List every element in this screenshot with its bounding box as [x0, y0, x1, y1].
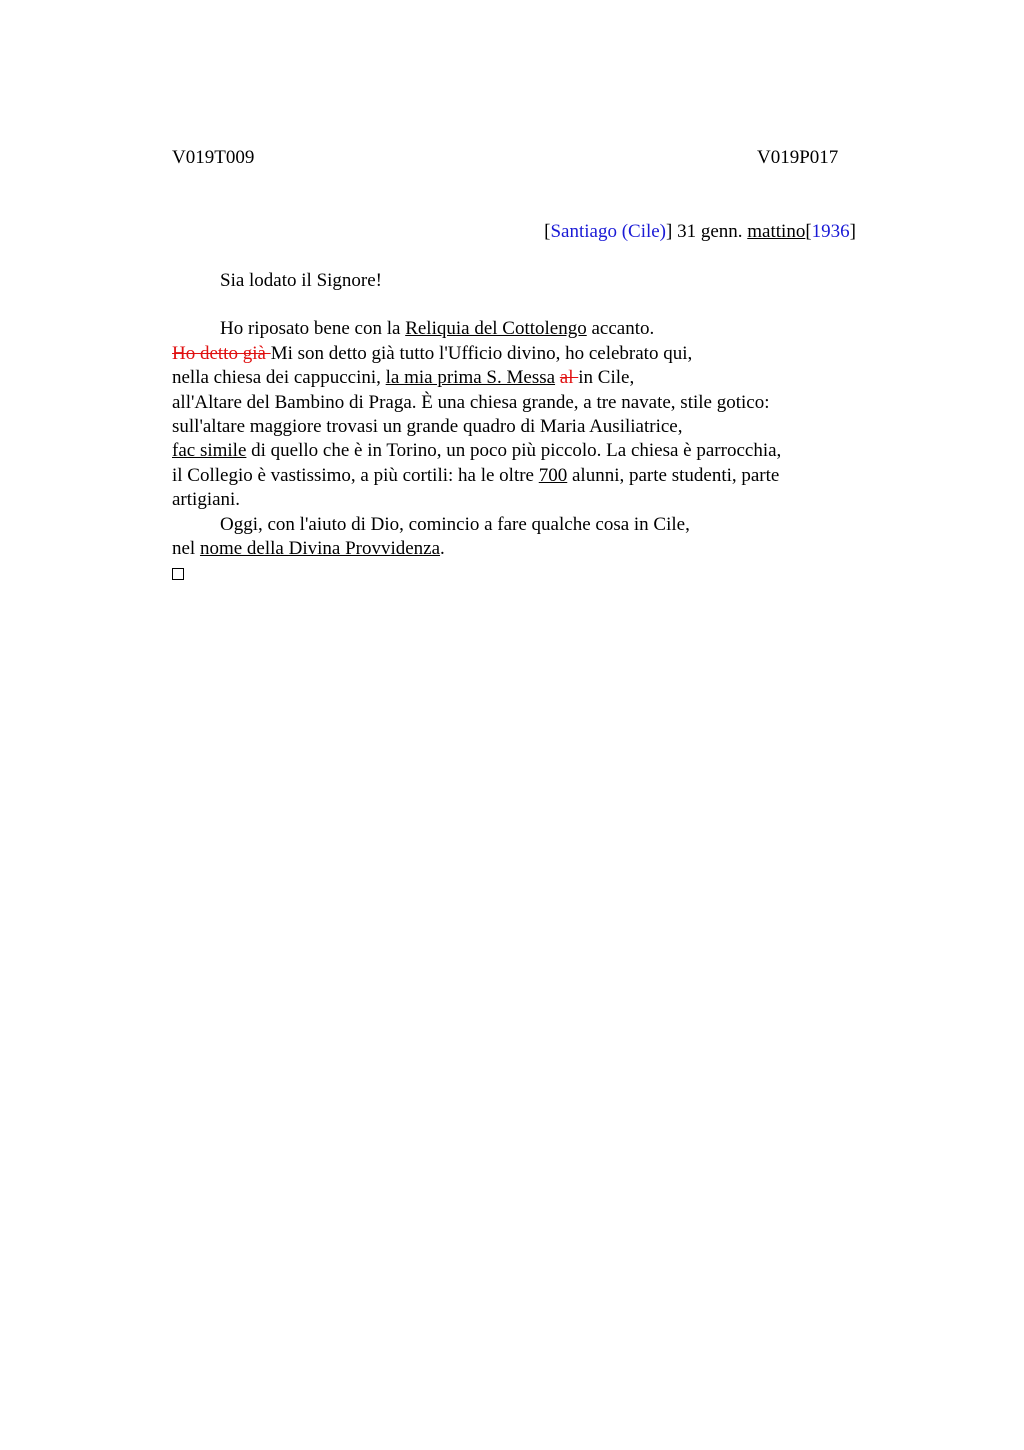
text-run: alunni, parte studenti, parte	[567, 464, 780, 486]
text-run: in Cile,	[578, 367, 635, 389]
text-run: di quello che è in Torino, un poco più piccolo. La chiesa è parrocchia,	[246, 440, 782, 462]
text-line	[172, 317, 872, 341]
year: 1936	[811, 221, 850, 242]
end-of-text-box-icon	[172, 568, 184, 580]
letter-body	[172, 269, 872, 586]
place-name: Santiago (Cile)	[550, 221, 667, 242]
bracket-open: [	[544, 221, 551, 242]
text-run: Mi son detto già tutto l'Ufficio divino, ho celebrato qui,	[270, 342, 693, 364]
text-run: accanto.	[586, 318, 655, 340]
text-line	[172, 464, 872, 488]
text-line	[172, 366, 872, 390]
letter-dateline	[544, 220, 856, 244]
deleted-text: Ho detto già	[172, 342, 271, 364]
underlined-phrase: fac simile	[172, 440, 247, 462]
text-line: sull'altare maggiore trovasi un grande quadro di Maria Ausiliatrice,	[172, 415, 683, 437]
end-marker-line	[172, 561, 872, 585]
year-close-bracket: ]	[849, 221, 856, 242]
document-code-left: V019T009	[172, 147, 255, 168]
text-line	[172, 439, 872, 463]
text-line	[172, 537, 872, 561]
underlined-phrase: nome della Divina Provvidenza	[199, 537, 441, 559]
text-line	[172, 342, 872, 366]
bracket-close: ]	[666, 221, 673, 242]
text-run: .	[440, 537, 445, 559]
text-line: artigiani.	[172, 489, 241, 511]
deleted-text: al	[559, 367, 579, 389]
year-open-bracket: [	[805, 221, 812, 242]
document-code-right: V019P017	[757, 147, 839, 168]
text-run: nella chiesa dei cappuccini,	[172, 367, 386, 389]
underlined-phrase: la mia prima S. Messa	[385, 367, 556, 389]
underlined-phrase: Reliquia del Cottolengo	[405, 318, 587, 340]
text-run: Ho riposato bene con la	[220, 318, 406, 340]
text-line: all'Altare del Bambino di Praga. È una chiesa grande, a tre navate, stile gotico:	[172, 391, 770, 413]
text-line: Oggi, con l'aiuto di Dio, comincio a fare qualche cosa in Cile,	[220, 513, 690, 535]
text-run: il Collegio è vastissimo, a più cortili: ha le oltre	[172, 464, 539, 486]
date-text: 31 genn.	[672, 221, 748, 242]
paragraph-gap	[172, 293, 872, 317]
text-run: nel	[172, 537, 200, 559]
underlined-number: 700	[538, 464, 568, 486]
greeting: Sia lodato il Signore!	[220, 270, 383, 291]
time-of-day: mattino	[747, 221, 806, 242]
